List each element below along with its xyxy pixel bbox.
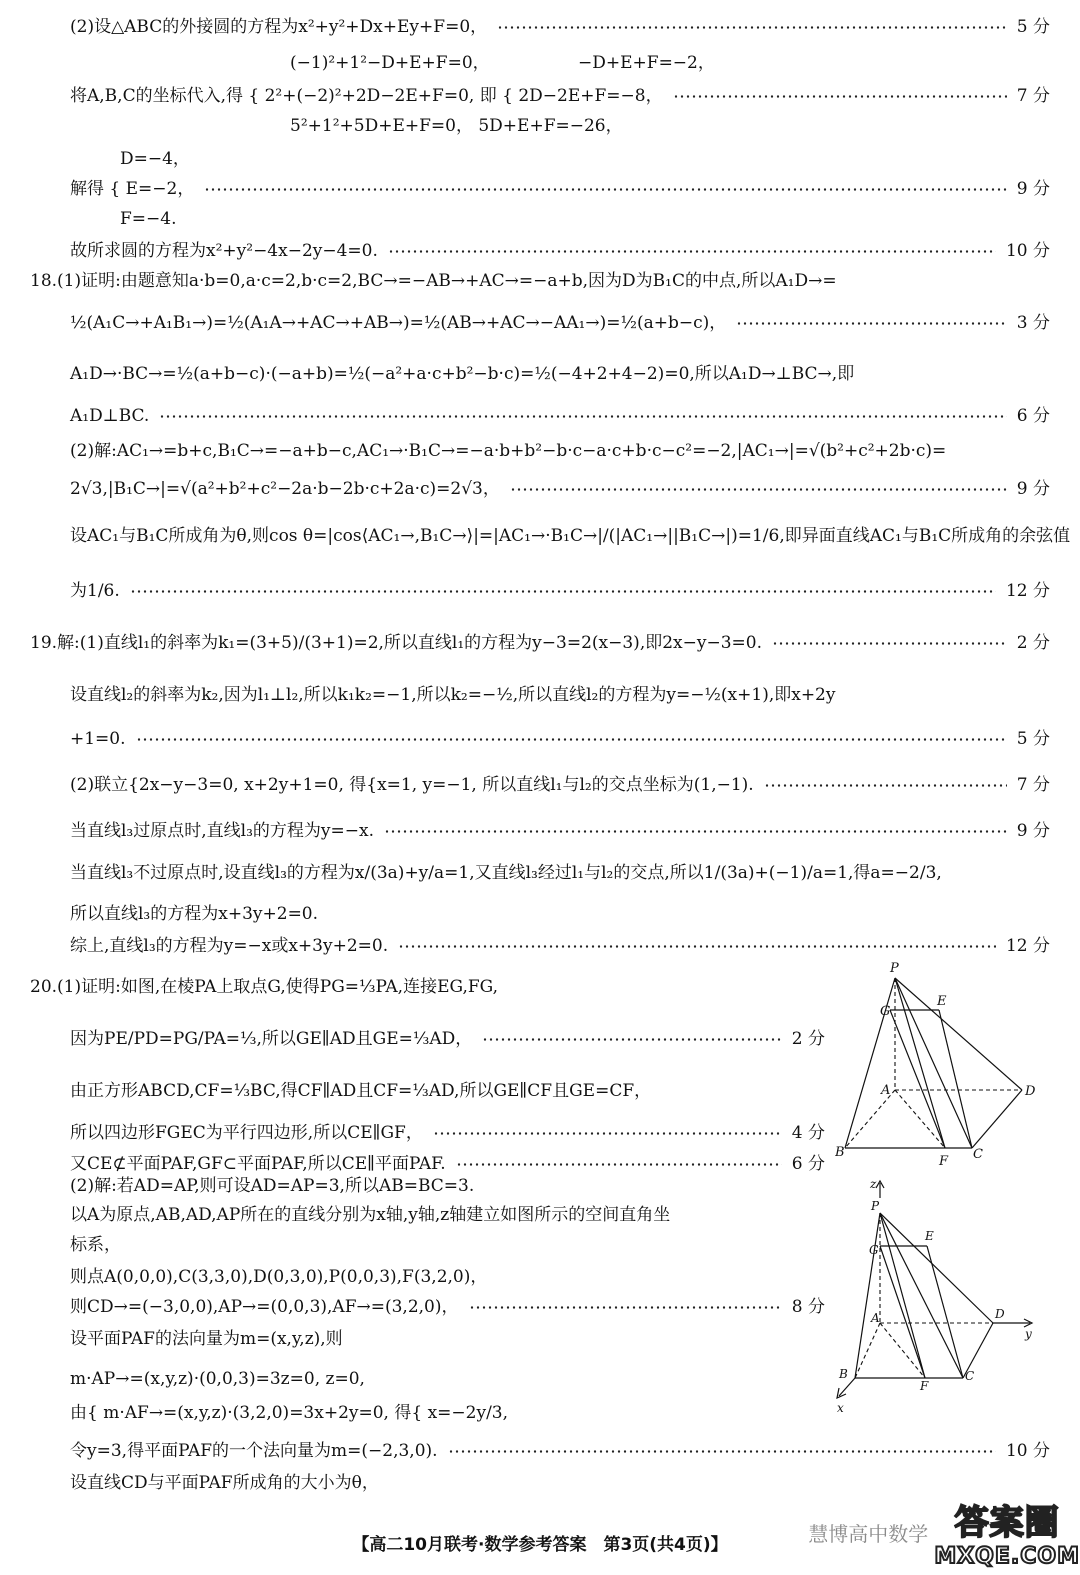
page-footer: 【高二10月联考·数学参考答案 第3页(共4页)】 [352,1535,728,1555]
line-14: (2)解:AC₁→=b+c,B₁C→=−a+b−c,AC₁→·B₁C→=−a·b+b²−b·c−a·c+b·c−c²=−2,|AC₁→|=√(b²+c²+2b·c)= [70,441,947,461]
line-3: 将A,B,C的坐标代入,得 { 2²+(−2)²+2D−2E+F=0, 即 { 2D−2E+F=−8， 7 分 [70,86,1050,106]
line-36: 设平面PAF的法向量为m=(x,y,z),则 [70,1329,343,1349]
label-A2: A [871,1311,880,1325]
line-1: (2)设△ABC的外接圆的方程为x²+y²+Dx+Ey+F=0， 5 分 [70,17,1050,37]
line-34: 则点A(0,0,0),C(3,3,0),D(0,3,0),P(0,0,3),F(3,2,0)， [70,1267,488,1287]
label-B2: B [839,1367,848,1381]
line-11: ½(A₁C→+A₁B₁→)=½(A₁A→+AC→+AB→)=½(AB→+AC→−AA₁→)=½(a+b−c)， 3 分 [70,313,1050,333]
line-20: +1=0. 5 分 [70,729,1050,749]
line-9: 故所求圆的方程为x²+y²−4x−2y−4=0. 10 分 [70,241,1050,261]
label-P: P [890,961,899,976]
line-6: D=−4， [120,149,190,169]
label-D2: D [995,1307,1005,1321]
line-5: −D+E+F=−2， [578,53,715,73]
label-y: y [1025,1327,1032,1341]
label-E: E [937,994,947,1009]
label-G: G [880,1004,891,1019]
line-28: 由正方形ABCD,CF=⅓BC,得CF∥AD且CF=⅓AD,所以GE∥CF且GE=CF， [70,1081,652,1101]
label-B: B [835,1145,845,1160]
label-E2: E [925,1229,934,1243]
line-18: 19.解:(1)直线l₁的斜率为k₁=(3+5)/(3+1)=2,所以直线l₁的方程为y−3=2(x−3),即2x−y−3=0. 2 分 [30,633,1050,653]
line-22: 当直线l₃过原点时,直线l₃的方程为y=−x. 9 分 [70,821,1050,841]
line-30: 又CE⊄平面PAF,GF⊂平面PAF,所以CE∥平面PAF. 6 分 [70,1154,825,1174]
label-P2: P [871,1199,880,1213]
label-F: F [939,1154,949,1169]
line-10: 18.(1)证明:由题意知a·b=0,a·c=2,b·c=2,BC→=−AB→+AC→=−a+b,因为D为B₁C的中点,所以A₁D→= [30,271,837,291]
watermark-text: 慧博高中数学 [808,1521,929,1546]
label-x: x [837,1401,844,1415]
label-C2: C [965,1369,975,1383]
label-z: z [870,1178,877,1191]
label-A: A [881,1083,891,1098]
line-39: 令y=3,得平面PAF的一个法向量为m=(−2,3,0). 10 分 [70,1441,1050,1461]
label-D: D [1025,1084,1036,1099]
line-27: 因为PE/PD=PG/PA=⅓,所以GE∥AD且GE=⅓AD， 2 分 [70,1029,825,1049]
line-4: 5²+1²+5D+E+F=0， 5D+E+F=−26， [290,116,623,136]
watermark-logo: 答案圈 [954,1503,1060,1543]
line-37: m·AP→=(x,y,z)·(0,0,3)=3z=0, z=0, [70,1369,365,1389]
line-35: 则CD→=(−3,0,0),AP→=(0,0,3),AF→=(3,2,0)， 8 分 [70,1297,825,1317]
line-24: 所以直线l₃的方程为x+3y+2=0. [70,904,319,924]
line-31: (2)解:若AD=AP,则可设AD=AP=3,所以AB=BC=3. [70,1176,475,1196]
line-7: 解得 { E=−2， 9 分 [70,179,1050,199]
line-16: 设AC₁与B₁C所成角为θ,则cos θ=|cos⟨AC₁→,B₁C→⟩|=|AC₁→·B₁C→|/(|AC₁→||B₁C→|)=1/6,即异面直线AC₁与B₁C所成角的余弦值 [70,526,1071,546]
line-29: 所以四边形FGEC为平行四边形,所以CE∥GF， 4 分 [70,1123,825,1143]
line-21: (2)联立{2x−y−3=0, x+2y+1=0, 得{x=1, y=−1, 所以直线l₁与l₂的交点坐标为(1,−1). 7 分 [70,775,1050,795]
line-32: 以A为原点,AB,AD,AP所在的直线分别为x轴,y轴,z轴建立如图所示的空间直角坐 [70,1205,671,1225]
line-17: 为1/6. 12 分 [70,581,1050,601]
line-19: 设直线l₂的斜率为k₂,因为l₁⊥l₂,所以k₁k₂=−1,所以k₂=−½,所以直线l₂的方程为y=−½(x+1),即x+2y [70,685,836,705]
line-15: 2√3,|B₁C→|=√(a²+b²+c²−2a·b−2b·c+2a·c)=2√3， 9 分 [70,479,1050,499]
line-13: A₁D⊥BC. 6 分 [70,406,1050,426]
line-26: 20.(1)证明:如图,在棱PA上取点G,使得PG=⅓PA,连接EG,FG, [30,977,499,997]
label-C: C [973,1147,983,1162]
watermark-url: MXQE.COM [934,1544,1080,1569]
line-33: 标系， [70,1235,121,1255]
label-F2: F [920,1379,929,1393]
label-G2: G [869,1243,879,1257]
line-8: F=−4. [120,209,177,229]
line-40: 设直线CD与平面PAF所成角的大小为θ， [70,1473,379,1493]
line-23: 当直线l₃不过原点时,设直线l₃的方程为x/(3a)+y/a=1,又直线l₃经过l₁与l₂的交点,所以1/(3a)+(−1)/a=1,得a=−2/3, [70,863,942,883]
line-2: (−1)²+1²−D+E+F=0， [290,53,490,73]
pyramid-figure-2 [825,1178,1040,1418]
line-38: 由{ m·AF→=(x,y,z)·(3,2,0)=3x+2y=0, 得{ x=−2y/3, [70,1403,509,1423]
line-25: 综上,直线l₃的方程为y=−x或x+3y+2=0. 12 分 [70,936,1050,956]
line-12: A₁D→·BC→=½(a+b−c)·(−a+b)=½(−a²+a·c+b²−b·c)=½(−4+2+4−2)=0,所以A₁D→⊥BC→,即 [70,364,855,384]
pyramid-figure-1 [835,960,1045,1170]
